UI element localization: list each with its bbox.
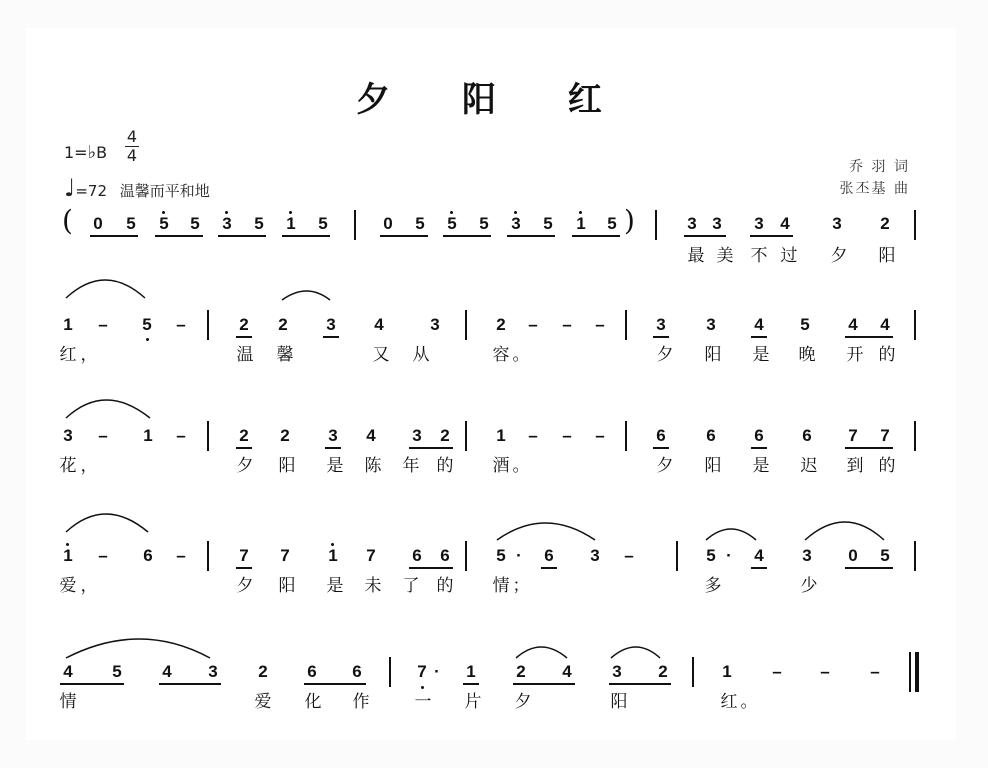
beam (845, 336, 893, 338)
note: 3 (612, 662, 622, 681)
lyric: 。 (512, 456, 530, 476)
lyric: 开 (846, 345, 864, 365)
close-parenthesis: ) (624, 204, 635, 237)
lyric: 年 (402, 456, 420, 476)
lyric: 爱 (59, 576, 77, 596)
note: 7 (280, 546, 290, 565)
note: 3 (590, 546, 600, 565)
note: 6 (656, 426, 666, 445)
barline (354, 210, 356, 240)
barline (914, 541, 916, 571)
lyric: 是 (326, 456, 344, 476)
lyric: 的 (878, 345, 896, 365)
note: 4 (366, 426, 376, 445)
lyric: 阳 (610, 692, 628, 712)
note: 5 (800, 315, 810, 334)
high-octave-dot (450, 211, 453, 214)
barline (465, 310, 467, 340)
note: 5 (415, 214, 425, 233)
barline (465, 541, 467, 571)
note: 2 (440, 426, 450, 445)
barline (655, 210, 657, 240)
lyric: 美 (716, 246, 734, 266)
beam (325, 447, 341, 449)
high-octave-dot (579, 211, 582, 214)
lyric: 红 (59, 345, 77, 365)
note: 6 (143, 546, 153, 565)
beam (218, 235, 266, 237)
note: 4 (63, 662, 73, 681)
note: 3 (63, 426, 73, 445)
note: 2 (258, 662, 268, 681)
beam (236, 567, 252, 569)
note: 7 (417, 662, 427, 681)
note: 7 (239, 546, 249, 565)
lyric: 阳 (704, 456, 722, 476)
note: 3 (511, 214, 521, 233)
note: 6 (544, 546, 554, 565)
lyric: 过 (780, 246, 798, 266)
note: 4 (162, 662, 172, 681)
lyric: 夕 (656, 456, 674, 476)
note: – (98, 315, 108, 334)
beam (513, 683, 575, 685)
slur (66, 280, 145, 298)
barline (625, 421, 627, 451)
high-octave-dot (225, 211, 228, 214)
note: 5 (543, 214, 553, 233)
lyric: 容 (492, 345, 510, 365)
note: 5 (318, 214, 328, 233)
note: 5 (190, 214, 200, 233)
lyric: 阳 (278, 456, 296, 476)
note: 3 (430, 315, 440, 334)
beam (751, 336, 767, 338)
beam (323, 336, 339, 338)
note: 6 (352, 662, 362, 681)
low-octave-dot (421, 686, 424, 689)
note: – (820, 662, 830, 681)
lyric: 夕 (830, 246, 848, 266)
lyric: 迟 (800, 456, 818, 476)
beam (409, 567, 453, 569)
low-octave-dot (146, 338, 149, 341)
lyric: 到 (846, 456, 864, 476)
beam (572, 235, 620, 237)
barline (914, 310, 916, 340)
final-barline-thin (909, 652, 911, 692)
lyric: 了 (402, 576, 420, 596)
barline (207, 541, 209, 571)
note: – (772, 662, 782, 681)
note: 1 (143, 426, 153, 445)
note: 1 (466, 662, 476, 681)
beam (507, 235, 555, 237)
lyric: 少 (800, 576, 818, 596)
note: 2 (278, 315, 288, 334)
note: – (624, 546, 634, 565)
note: – (562, 426, 572, 445)
slur (706, 529, 756, 540)
beam (751, 567, 767, 569)
note: 3 (656, 315, 666, 334)
beam (409, 447, 453, 449)
beam (90, 235, 138, 237)
lyric: 阳 (278, 576, 296, 596)
note: 2 (516, 662, 526, 681)
lyric: 的 (878, 456, 896, 476)
note: 7 (848, 426, 858, 445)
note: – (528, 315, 538, 334)
lyric: 化 (304, 692, 322, 712)
open-parenthesis: ( (62, 204, 73, 237)
lyric: 阳 (878, 246, 896, 266)
lyricist-credit: 乔 羽 词 (849, 159, 910, 175)
lyric: 。 (740, 692, 758, 712)
beam (609, 683, 671, 685)
note: 6 (754, 426, 764, 445)
lyric: 情 (59, 692, 77, 712)
time-top: 4 (126, 127, 138, 146)
lyric: 从 (412, 345, 430, 365)
note: 1 (328, 546, 338, 565)
beam (463, 683, 479, 685)
note: 5 (142, 315, 152, 334)
note: 6 (440, 546, 450, 565)
note: 2 (280, 426, 290, 445)
barline (389, 657, 391, 687)
note: 6 (802, 426, 812, 445)
lyric: 。 (512, 345, 530, 365)
note: 5 (254, 214, 264, 233)
note: 1 (576, 214, 586, 233)
note: 1 (63, 315, 73, 334)
note: – (595, 426, 605, 445)
beam (750, 235, 793, 237)
note: 3 (412, 426, 422, 445)
note: 4 (754, 315, 764, 334)
beam (282, 235, 330, 237)
note: 5 (447, 214, 457, 233)
augmentation-dot: · (434, 662, 440, 681)
note: 6 (307, 662, 317, 681)
slur (66, 514, 148, 532)
augmentation-dot: · (726, 546, 732, 565)
lyric: 晚 (798, 345, 816, 365)
note: 1 (286, 214, 296, 233)
beam (159, 683, 221, 685)
lyric: 的 (436, 456, 454, 476)
note: – (176, 426, 186, 445)
note: 7 (880, 426, 890, 445)
beam (304, 683, 366, 685)
quarter-note-icon: ♩ (64, 174, 76, 202)
beam (684, 235, 726, 237)
note: 4 (848, 315, 858, 334)
barline (692, 657, 694, 687)
note: 3 (208, 662, 218, 681)
lyric: 红 (720, 692, 738, 712)
note: 5 (112, 662, 122, 681)
note: 5 (706, 546, 716, 565)
high-octave-dot (331, 543, 334, 546)
note: 4 (754, 546, 764, 565)
note: 4 (374, 315, 384, 334)
high-octave-dot (66, 543, 69, 546)
note: 3 (832, 214, 842, 233)
lyric: 最 (687, 246, 705, 266)
song-title: 夕 阳 红 (356, 80, 632, 120)
slur (805, 522, 884, 540)
note: 2 (880, 214, 890, 233)
note: 5 (496, 546, 506, 565)
slur (66, 400, 150, 418)
lyric: 温 (236, 345, 254, 365)
note: 3 (326, 315, 336, 334)
note: 3 (687, 214, 697, 233)
lyric: 一 (414, 692, 432, 712)
note: 6 (706, 426, 716, 445)
lyric: 的 (436, 576, 454, 596)
barline (207, 310, 209, 340)
lyric: ， (80, 345, 98, 365)
note: 5 (880, 546, 890, 565)
final-barline-thick (915, 652, 919, 692)
lyric: ， (80, 576, 98, 596)
lyric: 是 (326, 576, 344, 596)
note: – (870, 662, 880, 681)
lyric: 馨 (276, 345, 294, 365)
lyric: 情 (492, 576, 510, 596)
note: 3 (328, 426, 338, 445)
lyric: ， (80, 456, 98, 476)
beam (541, 567, 557, 569)
flat-sign: ♭ (87, 142, 97, 163)
note: 0 (848, 546, 858, 565)
lyric: 又 (372, 345, 390, 365)
high-octave-dot (289, 211, 292, 214)
lyric: ； (512, 576, 530, 596)
beam (845, 567, 893, 569)
note: 4 (562, 662, 572, 681)
slur (611, 647, 660, 658)
augmentation-dot: · (516, 546, 522, 565)
high-octave-dot (162, 211, 165, 214)
beam (236, 447, 252, 449)
note: 6 (412, 546, 422, 565)
note: 7 (366, 546, 376, 565)
beam (60, 683, 124, 685)
note: 1 (722, 662, 732, 681)
note: – (595, 315, 605, 334)
barline (465, 421, 467, 451)
beam (155, 235, 203, 237)
note: 1 (63, 546, 73, 565)
slur (516, 647, 567, 658)
key-prefix: 1= (64, 143, 88, 162)
note: – (176, 315, 186, 334)
note: 3 (754, 214, 764, 233)
note: 5 (159, 214, 169, 233)
barline (207, 421, 209, 451)
lyric: 夕 (236, 576, 254, 596)
note: 4 (780, 214, 790, 233)
note: 5 (607, 214, 617, 233)
lyric: 阳 (704, 345, 722, 365)
note: – (562, 315, 572, 334)
slur (66, 639, 210, 658)
slur (282, 291, 330, 300)
note: 3 (802, 546, 812, 565)
barline (914, 210, 916, 240)
key-tonic: B (96, 143, 108, 162)
note: 0 (93, 214, 103, 233)
beam (653, 447, 669, 449)
note: 2 (658, 662, 668, 681)
tempo-expression: 温馨而平和地 (119, 182, 210, 200)
note: 2 (239, 426, 249, 445)
note: 2 (239, 315, 249, 334)
barline (625, 310, 627, 340)
barline (676, 541, 678, 571)
lyric: 酒 (492, 456, 510, 476)
note: – (176, 546, 186, 565)
lyric: 是 (752, 456, 770, 476)
note: 3 (222, 214, 232, 233)
lyric: 爱 (254, 692, 272, 712)
slur (497, 523, 595, 540)
beam (380, 235, 428, 237)
beam (653, 336, 669, 338)
note: – (98, 546, 108, 565)
lyric: 不 (750, 246, 768, 266)
note: 3 (706, 315, 716, 334)
lyric: 片 (464, 692, 482, 712)
note: 0 (383, 214, 393, 233)
lyric: 夕 (656, 345, 674, 365)
beam (236, 336, 252, 338)
beam (751, 447, 767, 449)
note: 1 (496, 426, 506, 445)
note: 5 (479, 214, 489, 233)
note: – (98, 426, 108, 445)
lyric: 是 (752, 345, 770, 365)
lyric: 多 (704, 576, 722, 596)
composer-credit: 张丕基 曲 (839, 181, 910, 197)
lyric: 夕 (236, 456, 254, 476)
lyric: 夕 (514, 692, 532, 712)
barline (914, 421, 916, 451)
lyric: 陈 (364, 456, 382, 476)
time-bottom: 4 (126, 146, 138, 165)
note: 5 (126, 214, 136, 233)
note: – (528, 426, 538, 445)
tempo-value: =72 (75, 182, 107, 200)
lyric: 作 (352, 692, 370, 712)
beam (443, 235, 491, 237)
note: 4 (880, 315, 890, 334)
high-octave-dot (514, 211, 517, 214)
note: 2 (496, 315, 506, 334)
note: 3 (712, 214, 722, 233)
lyric: 花 (59, 456, 77, 476)
beam (845, 447, 893, 449)
lyric: 未 (364, 576, 382, 596)
